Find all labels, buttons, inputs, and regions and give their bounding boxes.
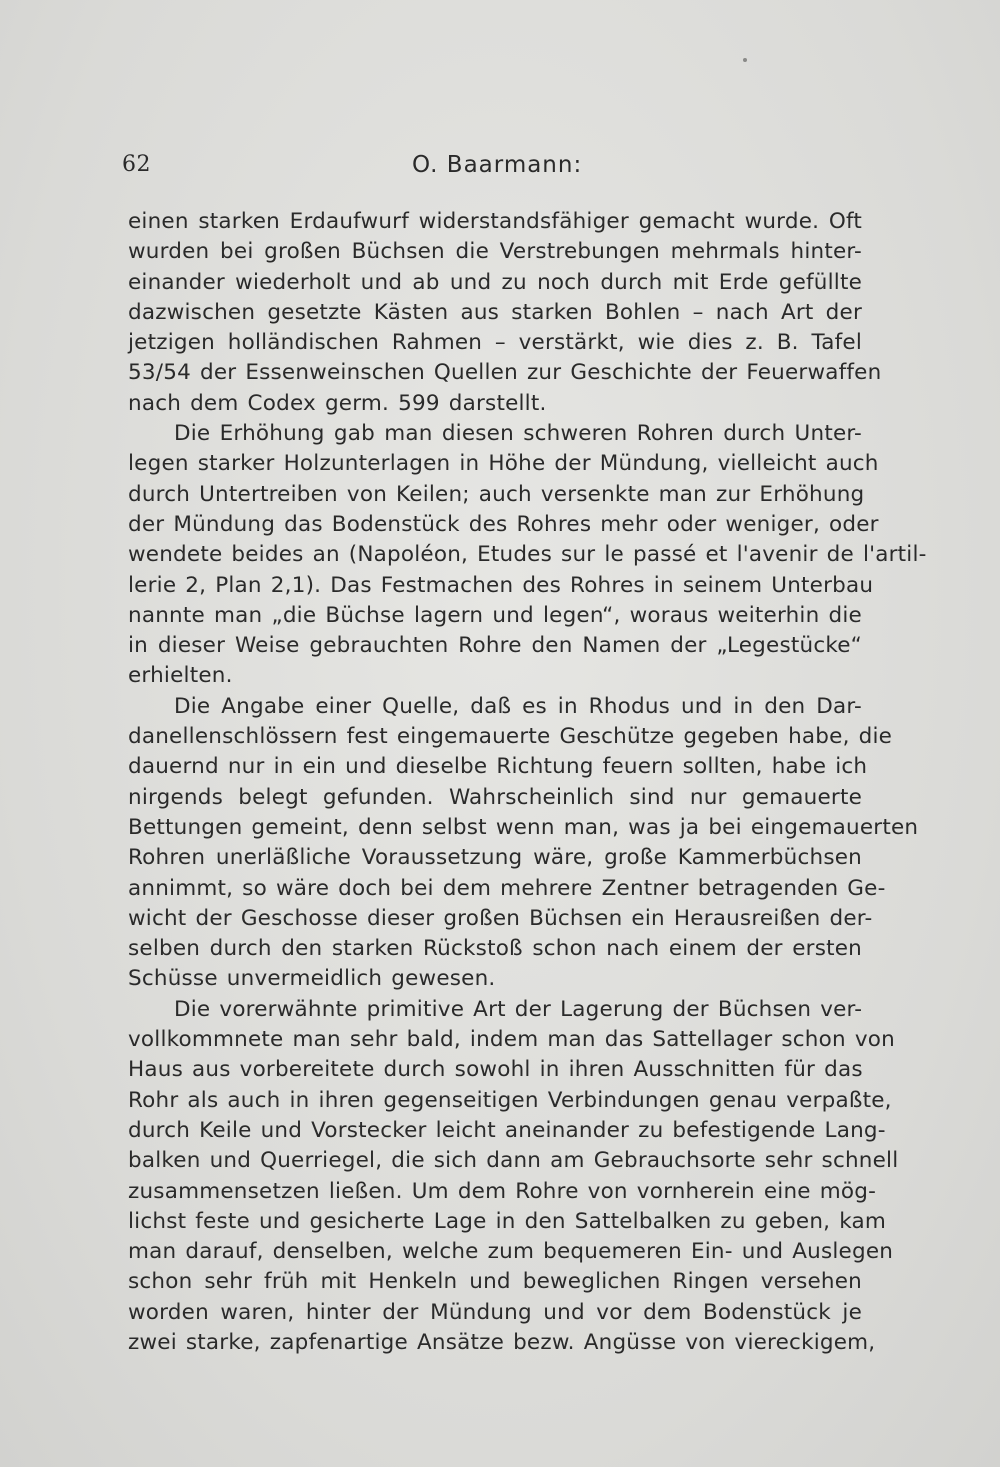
text-line: wendete beides an (Napoléon, Etudes sur le passé et l'avenir de l'artil- <box>128 542 927 568</box>
text-line: dauernd nur in ein und dieselbe Richtung feuern sollten, habe ich <box>128 754 868 780</box>
text-line: durch Keile und Vorstecker leicht aneinander zu befestigende Lang- <box>128 1117 886 1143</box>
text-line: Die Erhöhung gab man diesen schweren Rohren durch Unter- <box>174 421 862 447</box>
running-head: O. Baarmann: <box>412 152 583 178</box>
text-line: selben durch den starken Rückstoß schon nach einem der ersten <box>128 936 862 962</box>
text-line: Die Angabe einer Quelle, daß es in Rhodus und in den Dar- <box>174 693 862 719</box>
text-line: legen starker Holzunterlagen in Höhe der Mündung, vielleicht auch <box>128 451 879 477</box>
text-line: lichst feste und gesicherte Lage in den Sattelbalken zu geben, kam <box>128 1208 887 1234</box>
body-text <box>128 207 927 1358</box>
page-header <box>122 152 862 192</box>
text-line: wicht der Geschosse dieser großen Büchsen ein Herausreißen der- <box>128 905 873 931</box>
text-line: Rohr als auch in ihren gegenseitigen Verbindungen genau verpaßte, <box>128 1087 892 1113</box>
text-line: durch Untertreiben von Keilen; auch versenkte man zur Erhöhung <box>128 481 865 507</box>
text-line: Haus aus vorbereitete durch sowohl in ihren Ausschnitten für das <box>128 1057 863 1083</box>
text-line: vollkommnete man sehr bald, indem man das Sattellager schon von <box>128 1027 895 1053</box>
text-line: der Mündung das Bodenstück des Rohres mehr oder weniger, oder <box>128 511 879 537</box>
text-line: balken und Querriegel, die sich dann am Gebrauchsorte sehr schnell <box>128 1148 899 1174</box>
text-line: Schüsse unvermeidlich gewesen. <box>128 966 496 992</box>
text-line: wurden bei großen Büchsen die Verstrebungen mehrmals hinter- <box>128 239 862 265</box>
page-number: 62 <box>122 152 151 177</box>
text-line: erhielten. <box>128 663 233 689</box>
text-line: annimmt, so wäre doch bei dem mehrere Zentner betragenden Ge- <box>128 875 886 901</box>
text-line: einen starken Erdaufwurf widerstandsfähiger gemacht wurde. Oft <box>128 209 862 234</box>
paper-speck <box>743 58 747 62</box>
text-line: worden waren, hinter der Mündung und vor dem Bodenstück je <box>128 1299 862 1325</box>
text-line: nannte man „die Büchse lagern und legen“, woraus weiterhin die <box>128 602 862 628</box>
text-line: schon sehr früh mit Henkeln und beweglichen Ringen versehen <box>128 1269 862 1295</box>
text-line: jetzigen holländischen Rahmen – verstärkt, wie dies z. B. Tafel <box>128 330 862 356</box>
text-line: Die vorerwähnte primitive Art der Lagerung der Büchsen ver- <box>174 996 863 1022</box>
text-line: lerie 2, Plan 2,1). Das Festmachen des Rohres in seinem Unterbau <box>128 572 874 598</box>
text-line: Bettungen gemeint, denn selbst wenn man, was ja bei eingemauerten <box>128 814 919 840</box>
text-line: zusammensetzen ließen. Um dem Rohre von vornherein eine mög- <box>128 1178 877 1204</box>
text-line: nach dem Codex germ. 599 darstellt. <box>128 390 547 416</box>
text-line: einander wiederholt und ab und zu noch durch mit Erde gefüllte <box>128 269 862 295</box>
text-line: 53/54 der Essenweinschen Quellen zur Geschichte der Feuerwaffen <box>128 360 882 386</box>
text-line: nirgends belegt gefunden. Wahrscheinlich sind nur gemauerte <box>128 784 862 810</box>
text-line: zwei starke, zapfenartige Ansätze bezw. Angüsse von viereckigem, <box>128 1329 876 1355</box>
text-line: danellenschlössern fest eingemauerte Geschütze gegeben habe, die <box>128 724 893 750</box>
text-line: dazwischen gesetzte Kästen aus starken Bohlen – nach Art der <box>128 299 862 325</box>
text-line: man darauf, denselben, welche zum bequemeren Ein- und Auslegen <box>128 1239 894 1265</box>
text-line: in dieser Weise gebrauchten Rohre den Namen der „Legestücke“ <box>128 633 862 659</box>
text-line: Rohren unerläßliche Voraussetzung wäre, große Kammerbüchsen <box>128 845 862 871</box>
